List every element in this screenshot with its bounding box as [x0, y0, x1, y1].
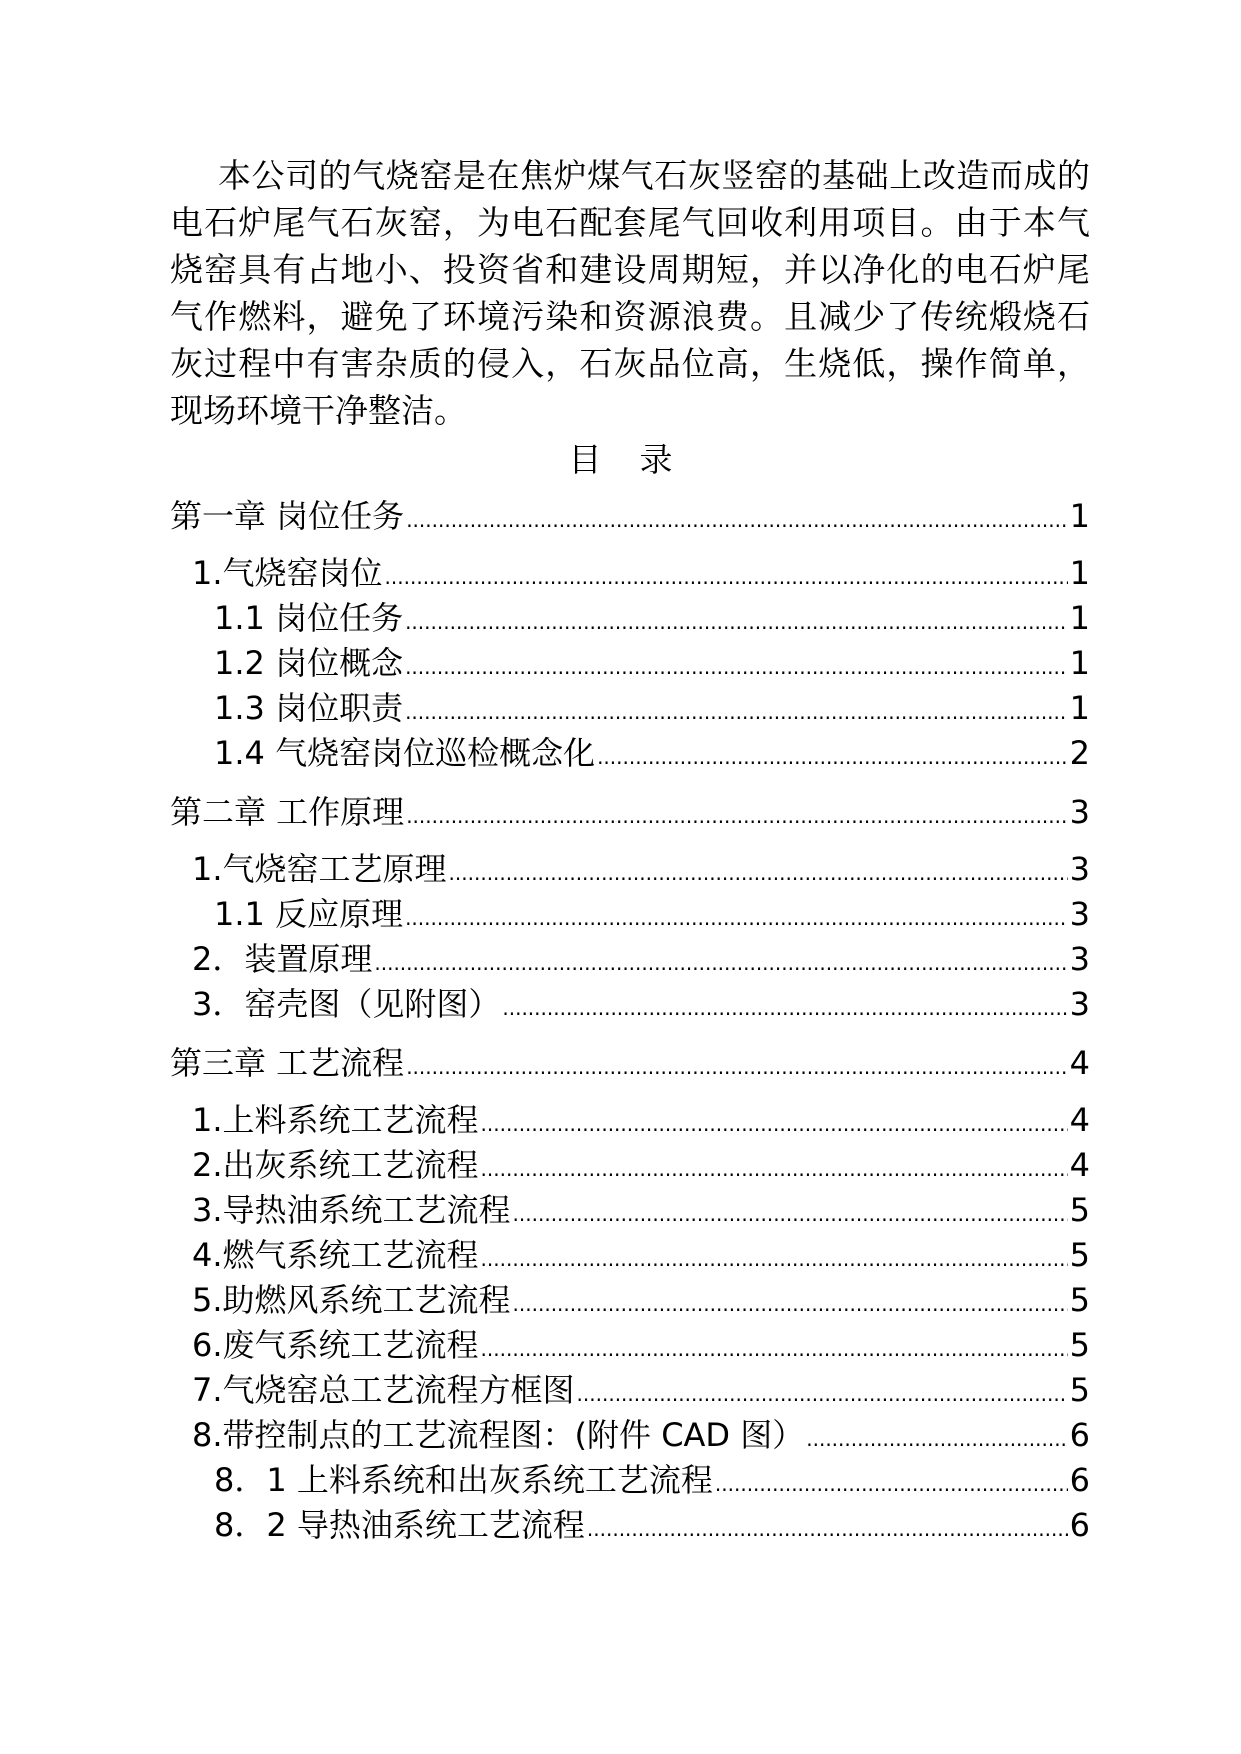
toc-dot-leader: [481, 1102, 1068, 1146]
toc-entry-page: 1: [1069, 599, 1090, 637]
toc-entry-text: 第一章 岗位任务: [170, 497, 405, 535]
toc-dot-leader: [597, 735, 1068, 779]
toc-entry-3-4[interactable]: [192, 1233, 1090, 1277]
toc-entry-page: 4: [1069, 1101, 1090, 1139]
toc-dot-leader: [715, 1462, 1068, 1506]
toc-entry-2-2[interactable]: [192, 937, 1090, 981]
toc-dot-leader: [481, 1237, 1068, 1281]
toc-entry-3-8-2[interactable]: [214, 1503, 1090, 1547]
toc-dot-leader: [502, 986, 1067, 1030]
toc-entry-text: 8．2 导热油系统工艺流程: [214, 1506, 585, 1544]
toc-entry-3-1[interactable]: [192, 1098, 1090, 1142]
toc-dot-leader: [577, 1372, 1068, 1416]
toc-entry-3-7[interactable]: [192, 1368, 1090, 1412]
toc-entry-1-3[interactable]: [214, 686, 1090, 730]
toc-dot-leader: [405, 645, 1068, 689]
toc-entry-3-5[interactable]: [192, 1278, 1090, 1322]
toc-entry-page: 6: [1069, 1506, 1090, 1544]
toc-dot-leader: [405, 896, 1068, 940]
toc-entry-3-3[interactable]: [192, 1188, 1090, 1232]
toc-dot-leader: [587, 1507, 1068, 1551]
toc-entry-3-8-1[interactable]: [214, 1458, 1090, 1502]
intro-paragraph: 本公司的气烧窑是在焦炉煤气石灰竖窑的基础上改造而成的电石炉尾气石灰窑，为电石配套尾气回收利用项目。由于本气烧窑具有占地小、投资省和建设周期短，并以净化的电石炉尾气作燃料，避免了环境污染和资源浪费。且减少了传统煅烧石灰过程中有害杂质的侵入，石灰品位高，生烧低，操作简单，现场环境干净整洁。: [170, 156, 1090, 430]
toc-entry-page: 6: [1069, 1416, 1090, 1454]
toc-entry-page: 4: [1069, 1044, 1090, 1082]
toc-entry-page: 1: [1069, 644, 1090, 682]
toc-dot-leader: [406, 1045, 1067, 1089]
toc-entry-page: 4: [1069, 1146, 1090, 1184]
toc-title: 目录: [568, 440, 711, 479]
toc-dot-leader: [481, 1147, 1068, 1191]
toc-entry-page: 3: [1069, 793, 1090, 831]
toc-dot-leader: [406, 794, 1067, 838]
toc-entry-text: 4.燃气系统工艺流程: [192, 1236, 479, 1274]
toc-entry-text: 3．窑壳图（见附图）: [192, 985, 501, 1023]
toc-entry-3-2[interactable]: [192, 1143, 1090, 1187]
toc-entry-text: 1.4 气烧窑岗位巡检概念化: [214, 734, 596, 772]
toc-dot-leader: [374, 941, 1067, 985]
toc-dot-leader: [513, 1192, 1068, 1236]
toc-entry-page: 5: [1069, 1326, 1090, 1364]
toc-entry-text: 2.出灰系统工艺流程: [192, 1146, 479, 1184]
toc-entry-page: 1: [1069, 554, 1090, 592]
toc-entry-2-1-1[interactable]: [214, 892, 1090, 936]
toc-entry-chapter-1[interactable]: [170, 494, 1090, 538]
toc-entry-text: 7.气烧窑总工艺流程方框图: [192, 1371, 575, 1409]
toc-entry-text: 1.上料系统工艺流程: [192, 1101, 479, 1139]
toc-entry-text: 8.带控制点的工艺流程图：(附件 CAD 图）: [192, 1416, 805, 1454]
toc-entry-text: 1.1 反应原理: [214, 895, 404, 933]
toc-entry-chapter-3[interactable]: [170, 1041, 1090, 1085]
toc-entry-text: 1.1 岗位任务: [214, 599, 404, 637]
toc-dot-leader: [406, 498, 1067, 542]
toc-entry-page: 1: [1069, 689, 1090, 727]
toc-entry-page: 3: [1069, 940, 1090, 978]
toc-entry-page: 6: [1069, 1461, 1090, 1499]
toc-entry-1-2[interactable]: [214, 641, 1090, 685]
toc-entry-text: 第二章 工作原理: [170, 793, 405, 831]
toc-dot-leader: [513, 1282, 1068, 1326]
toc-dot-leader: [405, 600, 1068, 644]
toc-entry-page: 2: [1069, 734, 1090, 772]
toc-entry-1[interactable]: [192, 551, 1090, 595]
toc-dot-leader: [405, 690, 1068, 734]
toc-entry-3-8[interactable]: [192, 1413, 1090, 1457]
toc-entry-chapter-2[interactable]: [170, 790, 1090, 834]
toc-entry-1-4[interactable]: [214, 731, 1090, 775]
toc-dot-leader: [385, 555, 1068, 599]
toc-dot-leader: [481, 1327, 1068, 1371]
toc-entry-text: 1.气烧窑工艺原理: [192, 850, 447, 888]
toc-entry-2-1[interactable]: [192, 847, 1090, 891]
toc-entry-text: 1.3 岗位职责: [214, 689, 404, 727]
toc-entry-page: 5: [1069, 1236, 1090, 1274]
toc-entry-2-3[interactable]: [192, 982, 1090, 1026]
toc-dot-leader: [449, 851, 1068, 895]
toc-entry-page: 5: [1069, 1371, 1090, 1409]
toc-entry-text: 8．1 上料系统和出灰系统工艺流程: [214, 1461, 713, 1499]
toc-entry-text: 3.导热油系统工艺流程: [192, 1191, 511, 1229]
toc-entry-3-6[interactable]: [192, 1323, 1090, 1367]
toc-entry-text: 2．装置原理: [192, 940, 373, 978]
toc-entry-text: 6.废气系统工艺流程: [192, 1326, 479, 1364]
toc-entry-text: 第三章 工艺流程: [170, 1044, 405, 1082]
toc-entry-text: 1.2 岗位概念: [214, 644, 404, 682]
toc-entry-page: 5: [1069, 1281, 1090, 1319]
toc-entry-1-1[interactable]: [214, 596, 1090, 640]
toc-dot-leader: [806, 1417, 1067, 1461]
toc-entry-text: 1.气烧窑岗位: [192, 554, 383, 592]
toc-entry-page: 5: [1069, 1191, 1090, 1229]
toc-entry-page: 3: [1069, 850, 1090, 888]
toc-entry-page: 3: [1069, 985, 1090, 1023]
toc-entry-page: 1: [1069, 497, 1090, 535]
toc-entry-text: 5.助燃风系统工艺流程: [192, 1281, 511, 1319]
toc-entry-page: 3: [1069, 895, 1090, 933]
